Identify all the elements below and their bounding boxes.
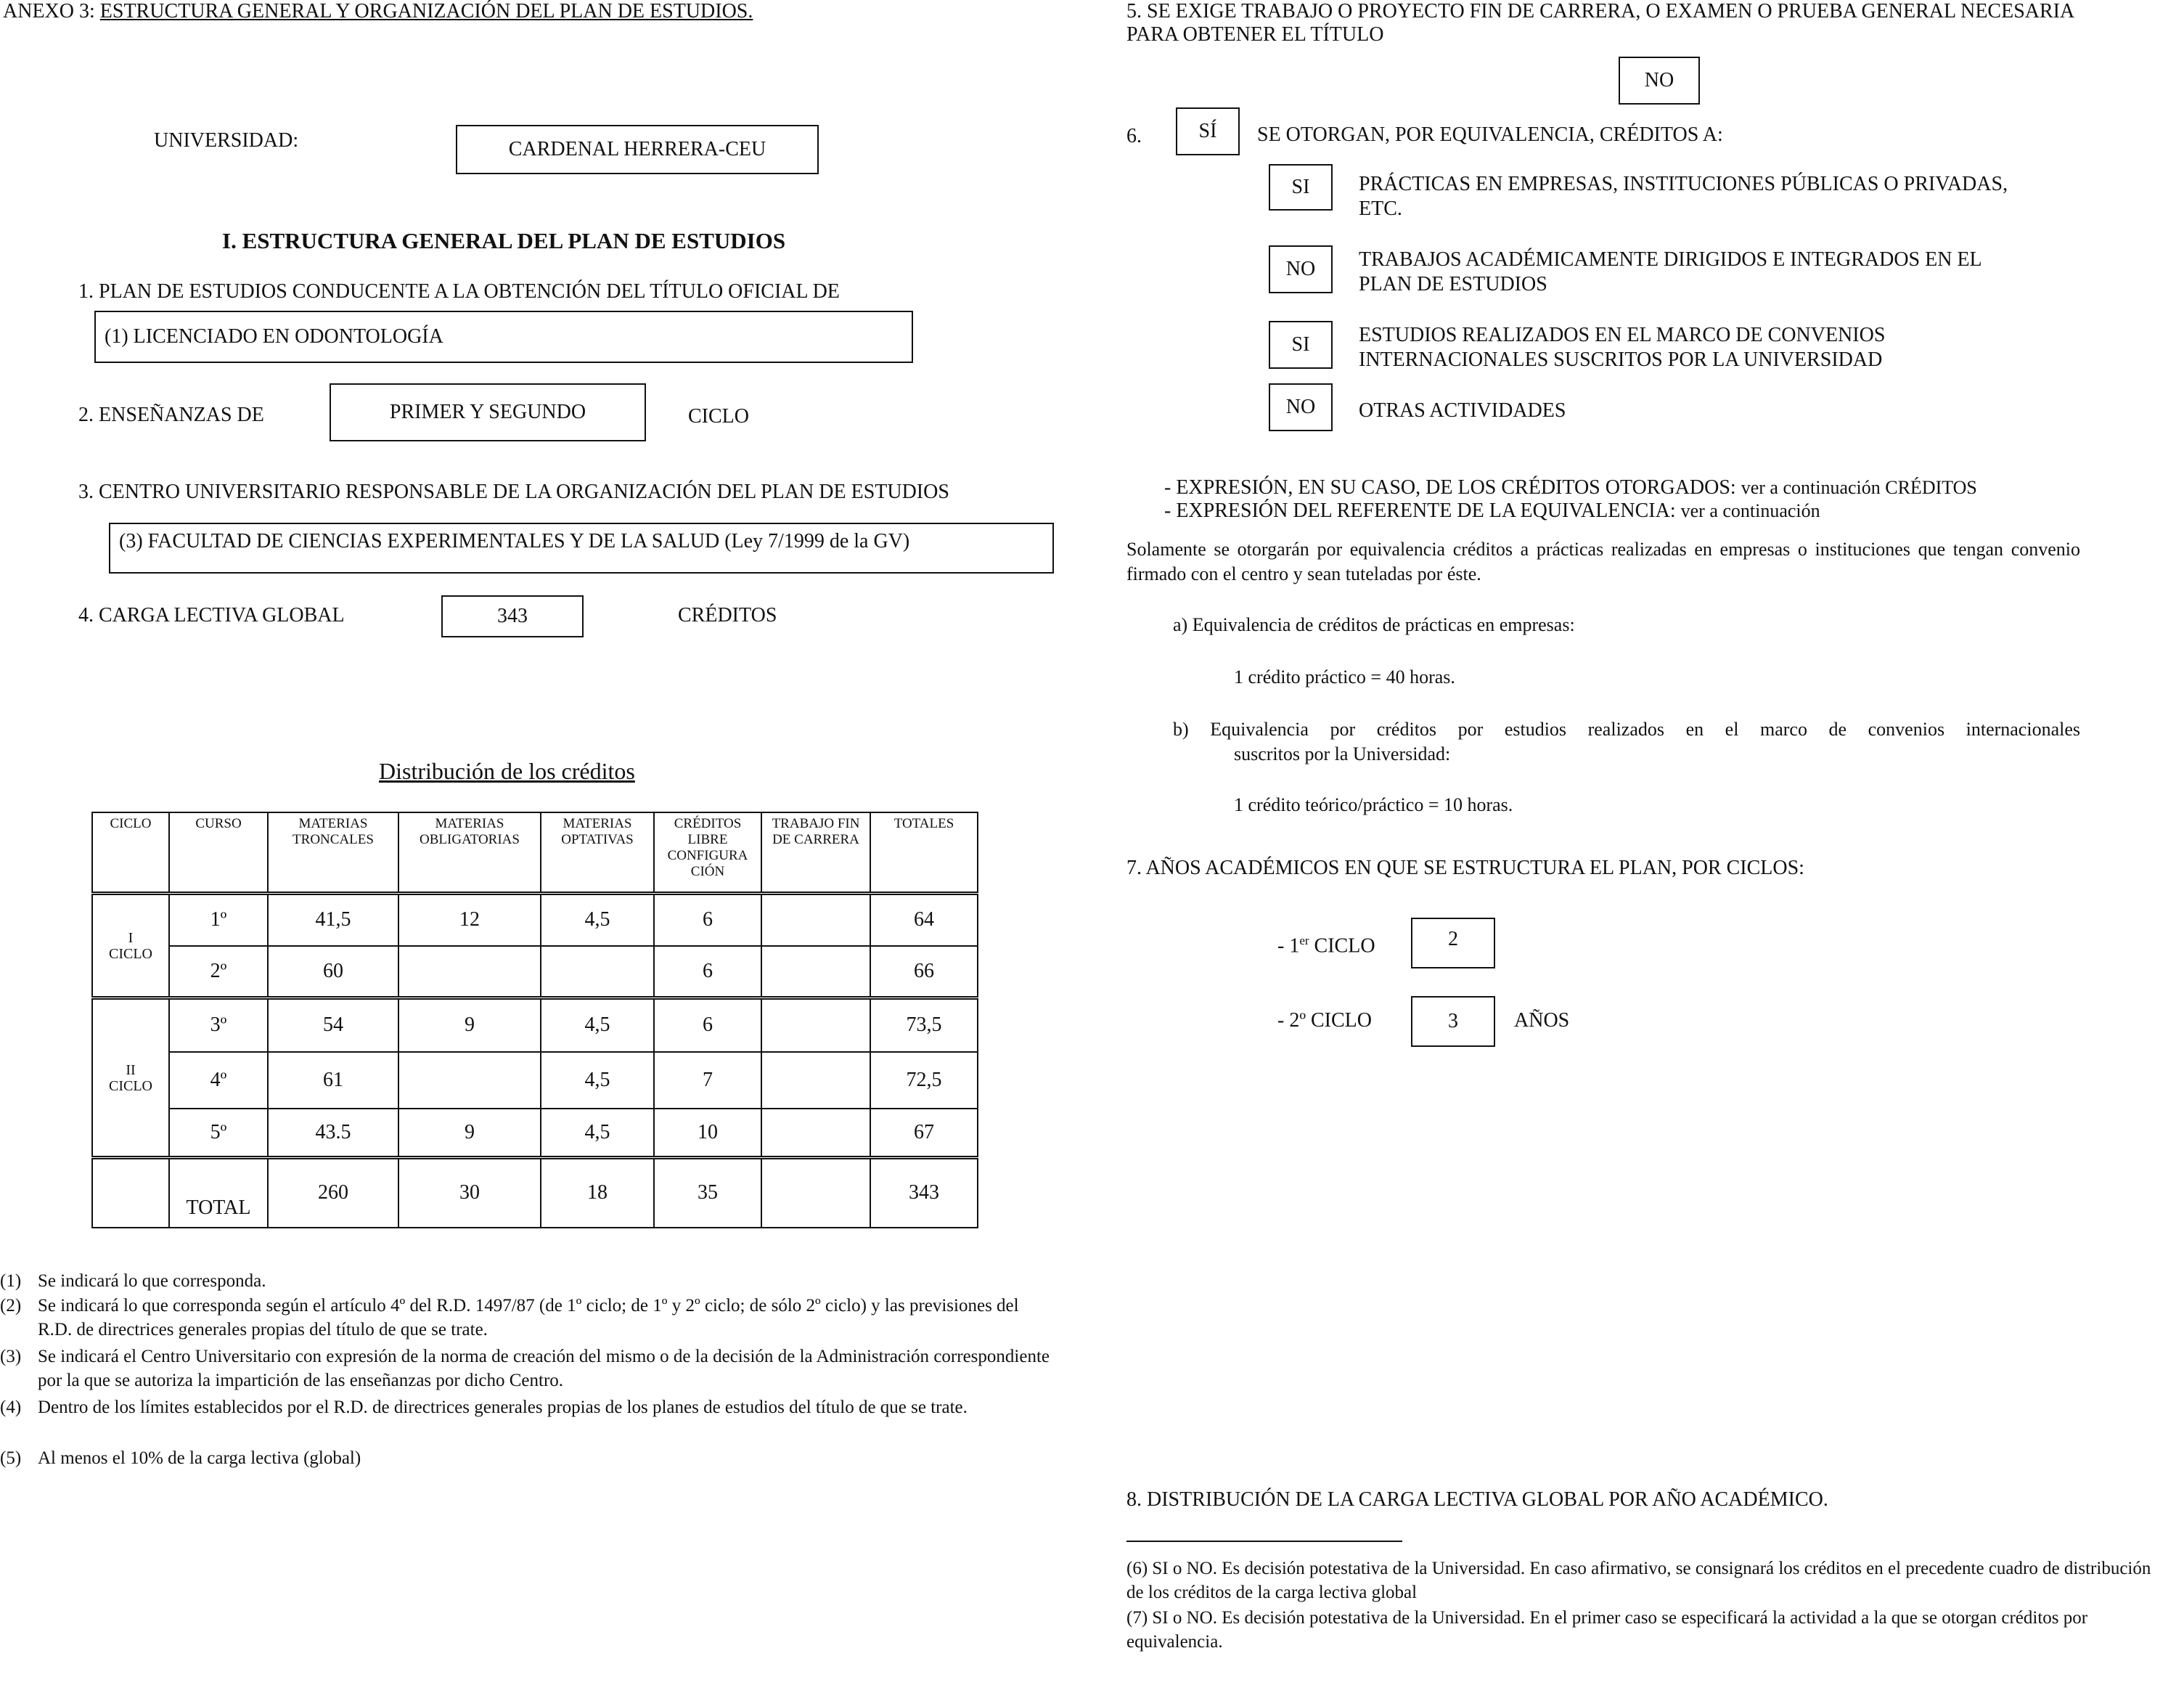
option-convenios-line1: ESTUDIOS REALIZADOS EN EL MARCO DE CONVENIOS (1359, 324, 1886, 346)
trabajo-cell (761, 946, 870, 998)
item4-value: 343 (497, 605, 528, 627)
obligatorias-cell: 12 (398, 894, 541, 946)
libre-cell: 6 (654, 894, 761, 946)
ciclo1-label-sup: er (1299, 934, 1309, 947)
option-trabajos-box (1269, 245, 1333, 293)
ciclo1-label-text: - 1 (1277, 934, 1300, 958)
option-convenios-line2: INTERNACIONALES SUSCRITOS POR LA UNIVERSIDAD (1359, 348, 1883, 371)
footnote-6: (6) SI o NO. Es decisión potestativa de la Universidad. En caso afirmativo, se consignará los créditos en el precedente cuadro de distribución de los créditos de la carga lectiva global (1126, 1559, 2151, 1602)
curso-cell: 1º (169, 894, 268, 946)
libre-cell: 10 (654, 1109, 761, 1158)
footnote-text: Se indicará lo que corresponda. (38, 1271, 266, 1291)
ciclo1-label-rest: CICLO (1309, 934, 1375, 958)
option-otras-box (1269, 383, 1333, 431)
trabajo-cell (761, 998, 870, 1052)
footnote-text: Al menos el 10% de la carga lectiva (global) (38, 1448, 361, 1468)
item5-line2: PARA OBTENER EL TÍTULO (1126, 23, 1384, 46)
table-row (92, 1109, 978, 1158)
footnote-number: (5) (0, 1448, 22, 1468)
item1-value: (1) LICENCIADO EN ODONTOLOGÍA (105, 325, 443, 348)
header-optativas: MATERIAS OPTATIVAS (541, 812, 654, 894)
anexo-heading (3, 0, 753, 23)
item1-value-box (94, 311, 913, 363)
equivalencia-b-value: 1 crédito teórico/práctico = 10 horas. (1234, 794, 1513, 815)
option-practicas-line1: PRÁCTICAS EN EMPRESAS, INSTITUCIONES PÚBLICAS O PRIVADAS, (1359, 173, 2008, 195)
obligatorias-cell (398, 1052, 541, 1109)
troncales-cell: 54 (268, 998, 398, 1052)
totales-cell: 67 (870, 1109, 978, 1158)
footnote-divider (1126, 1541, 1402, 1542)
obligatorias-cell: 9 (398, 998, 541, 1052)
item5-line1: 5. SE EXIGE TRABAJO O PROYECTO FIN DE CARRERA, O EXAMEN O PRUEBA GENERAL NECESARIA (1126, 0, 2075, 23)
header-obligatorias: MATERIAS OBLIGATORIAS (398, 812, 541, 894)
expresion-creditos-rest: ver a continuación CRÉDITOS (1741, 477, 1977, 498)
ciclo2-value: 3 (1448, 1010, 1458, 1032)
expresion-referente-caps: - EXPRESIÓN DEL REFERENTE DE LA EQUIVALENCIA: (1164, 499, 1676, 522)
option-trabajos-line1: TRABAJOS ACADÉMICAMENTE DIRIGIDOS E INTEGRADOS EN EL (1359, 248, 1982, 271)
option-convenios-value: SI (1291, 333, 1310, 356)
footnote-number: (2) (0, 1296, 22, 1315)
item5-value-box (1619, 57, 1700, 105)
item3-label: 3. CENTRO UNIVERSITARIO RESPONSABLE DE LA ORGANIZACIÓN DEL PLAN DE ESTUDIOS (78, 481, 949, 503)
table-row (92, 946, 978, 998)
total-troncales-cell: 260 (268, 1158, 398, 1228)
curso-cell: 4º (169, 1052, 268, 1109)
header-totales: TOTALES (870, 812, 978, 894)
optativas-cell: 4,5 (541, 998, 654, 1052)
total-empty-cell (92, 1158, 169, 1228)
universidad-label: UNIVERSIDAD: (154, 129, 299, 152)
option-practicas-box (1269, 164, 1333, 211)
credits-table (91, 812, 978, 1228)
option-practicas-value: SI (1291, 176, 1310, 198)
obligatorias-cell (398, 946, 541, 998)
footnote-number: (4) (0, 1398, 22, 1417)
equivalencia-b-line2: suscritos por la Universidad: (1234, 743, 1451, 764)
optativas-cell: 4,5 (541, 894, 654, 946)
item2-value-box (330, 383, 646, 441)
libre-cell: 7 (654, 1052, 761, 1109)
optativas-cell: 4,5 (541, 1109, 654, 1158)
totales-cell: 73,5 (870, 998, 978, 1052)
optativas-cell (541, 946, 654, 998)
total-obligatorias-cell: 30 (398, 1158, 541, 1228)
equivalencia-paragraph: Solamente se otorgarán por equivalencia créditos a prácticas realizadas en empresas o instituciones que tengan convenio firmado con el centro y sean tuteladas por éste. (1126, 539, 2080, 584)
item8-label: 8. DISTRIBUCIÓN DE LA CARGA LECTIVA GLOBAL POR AÑO ACADÉMICO. (1126, 1488, 1828, 1511)
item3-value: (3) FACULTAD DE CIENCIAS EXPERIMENTALES Y DE LA SALUD (Ley 7/1999 de la GV) (119, 530, 910, 552)
curso-cell: 5º (169, 1109, 268, 1158)
table-row (92, 1052, 978, 1109)
table-header-row (92, 812, 978, 894)
universidad-value-box (456, 125, 819, 174)
header-libre: CRÉDITOS LIBRE CONFIGURA CIÓN (654, 812, 761, 894)
troncales-cell: 60 (268, 946, 398, 998)
table-title: Distribución de los créditos (379, 758, 635, 784)
totales-cell: 72,5 (870, 1052, 978, 1109)
libre-cell: 6 (654, 998, 761, 1052)
libre-cell: 6 (654, 946, 761, 998)
trabajo-cell (761, 1109, 870, 1158)
header-curso: CURSO (169, 812, 268, 894)
footnote-text: Se indicará el Centro Universitario con expresión de la norma de creación del mismo o de la decisión de la Administración correspondiente por la que se autoriza la impartición de las enseñanzas por dicho Centro. (38, 1347, 1050, 1390)
item4-label: 4. CARGA LECTIVA GLOBAL (78, 604, 345, 627)
total-libre-cell: 35 (654, 1158, 761, 1228)
option-convenios-box (1269, 321, 1333, 369)
totales-cell: 66 (870, 946, 978, 998)
total-optativas-cell: 18 (541, 1158, 654, 1228)
ciclo2-suffix: AÑOS (1514, 1009, 1570, 1032)
option-practicas-line2: ETC. (1359, 197, 1402, 220)
totales-cell: 64 (870, 894, 978, 946)
troncales-cell: 43.5 (268, 1109, 398, 1158)
ciclo2-label: - 2º CICLO (1277, 1009, 1373, 1032)
total-trabajo-cell (761, 1158, 870, 1228)
total-totales-cell: 343 (870, 1158, 978, 1228)
troncales-cell: 41,5 (268, 894, 398, 946)
equivalencia-a-value: 1 crédito práctico = 40 horas. (1234, 666, 1455, 688)
ciclo1-value-box (1411, 918, 1495, 968)
header-troncales: MATERIAS TRONCALES (268, 812, 398, 894)
option-otras-line1: OTRAS ACTIVIDADES (1359, 399, 1566, 422)
curso-cell: 3º (169, 998, 268, 1052)
trabajo-cell (761, 1052, 870, 1109)
expresion-creditos-caps: - EXPRESIÓN, EN SU CASO, DE LOS CRÉDITOS OTORGADOS: (1164, 476, 1736, 499)
item7-label: 7. AÑOS ACADÉMICOS EN QUE SE ESTRUCTURA EL PLAN, POR CICLOS: (1126, 857, 1804, 879)
header-ciclo: CICLO (92, 812, 169, 894)
table-row (92, 894, 978, 946)
item6-label: SE OTORGAN, POR EQUIVALENCIA, CRÉDITOS A: (1257, 123, 1723, 146)
item2-value: PRIMER Y SEGUNDO (389, 401, 586, 423)
expresion-referente-rest: ver a continuación (1680, 500, 1820, 521)
ciclo1-label (1277, 934, 1375, 958)
item4-suffix: CRÉDITOS (678, 604, 777, 627)
header-trabajo: TRABAJO FIN DE CARRERA (761, 812, 870, 894)
item5-value: NO (1644, 69, 1674, 91)
footnote-7: (7) SI o NO. Es decisión potestativa de la Universidad. En el primer caso se especificará la actividad a la que se otorgan créditos por equivalencia. (1126, 1608, 2088, 1652)
option-otras-value: NO (1285, 396, 1316, 418)
section-title: I. ESTRUCTURA GENERAL DEL PLAN DE ESTUDIOS (222, 228, 786, 253)
equivalencia-a-label: a) Equivalencia de créditos de prácticas en empresas: (1173, 614, 1575, 635)
item1-label: 1. PLAN DE ESTUDIOS CONDUCENTE A LA OBTENCIÓN DEL TÍTULO OFICIAL DE (78, 280, 840, 303)
option-trabajos-line2: PLAN DE ESTUDIOS (1359, 273, 1547, 295)
anexo-title: ESTRUCTURA GENERAL Y ORGANIZACIÓN DEL PLAN DE ESTUDIOS. (99, 0, 753, 23)
curso-cell: 2º (169, 946, 268, 998)
trabajo-cell (761, 894, 870, 946)
ciclo-1-cell: I CICLO (92, 894, 169, 998)
footnote-number: (1) (0, 1271, 22, 1291)
item6-value: SÍ (1198, 120, 1217, 142)
ciclo2-value-box (1411, 996, 1495, 1047)
universidad-value: CARDENAL HERRERA-CEU (508, 138, 766, 160)
optativas-cell: 4,5 (541, 1052, 654, 1109)
table-row (92, 998, 978, 1052)
table-total-row (92, 1158, 978, 1228)
footnote-text: Dentro de los límites establecidos por el R.D. de directrices generales propias de los planes de estudios del título de que se trate. (38, 1398, 968, 1417)
expresion-referente (1164, 499, 1820, 523)
item6-value-box (1176, 107, 1240, 155)
equivalencia-b-line1: b) Equivalencia por créditos por estudios realizados en el marco de convenios internacionales (1173, 719, 2080, 740)
footnote-number: (3) (0, 1347, 22, 1366)
item6-number: 6. (1126, 125, 1142, 147)
troncales-cell: 61 (268, 1052, 398, 1109)
obligatorias-cell: 9 (398, 1109, 541, 1158)
expresion-creditos (1164, 476, 1977, 499)
option-trabajos-value: NO (1285, 258, 1316, 280)
anexo-prefix: ANEXO 3: (3, 0, 95, 23)
item2-suffix: CICLO (688, 405, 749, 428)
ciclo1-value: 2 (1448, 928, 1458, 950)
total-label-cell: TOTAL (169, 1158, 268, 1228)
item4-value-box (441, 595, 584, 637)
item2-label: 2. ENSEÑANZAS DE (78, 404, 264, 426)
item3-value-box (109, 523, 1054, 574)
ciclo-2-cell: II CICLO (92, 998, 169, 1158)
footnote-text: Se indicará lo que corresponda según el artículo 4º del R.D. 1497/87 (de 1º ciclo; de 1º y 2º ciclo; de sólo 2º ciclo) y las previsiones del R.D. de directrices generales propias del título de que se trate. (38, 1296, 1019, 1339)
